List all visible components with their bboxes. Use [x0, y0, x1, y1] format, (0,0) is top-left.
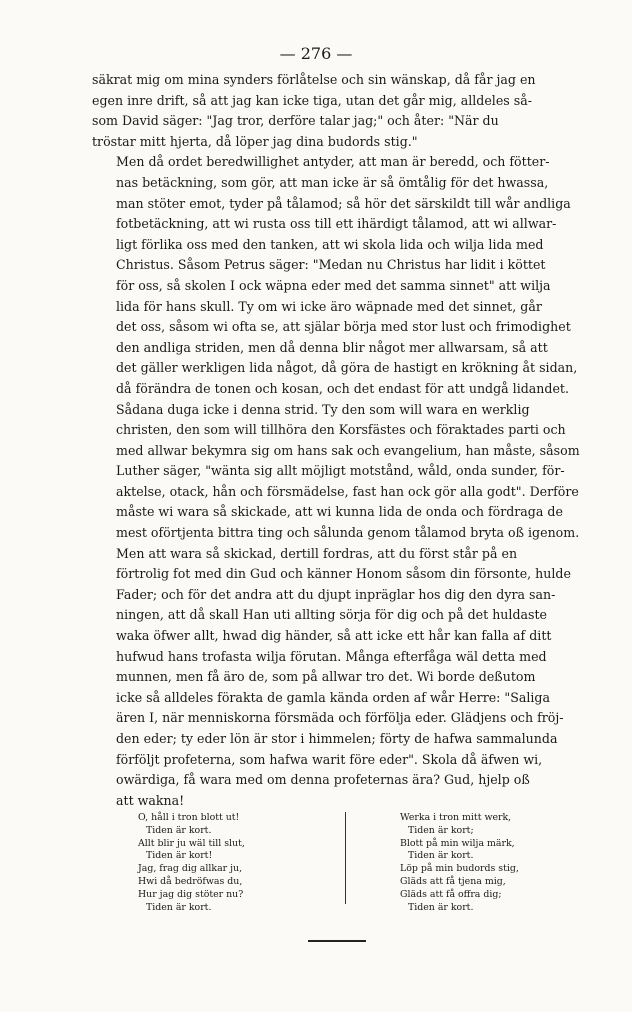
verse-line: Tiden är kort.: [146, 824, 212, 836]
verse-stanza-left: [138, 812, 245, 914]
page-number: — 276 —: [279, 44, 353, 63]
text-line: med allwar bekymra sig om hans sak och evangelium, han måste, såsom: [116, 442, 580, 458]
text-line: mest oförtjenta bittra ting och sålunda genom tålamod bryta oß igenom.: [116, 525, 580, 541]
text-line: Fader; och för det andra att du djupt inpräglar hos dig den dyra san-: [116, 586, 556, 602]
verse-line: Tiden är kort.: [408, 850, 474, 862]
text-line: lida för hans skull. Ty om wi icke äro wäpnade med det sinnet, går: [116, 298, 542, 314]
verse-column-divider: [345, 812, 346, 904]
text-line: den eder; ty eder lön är stor i himmelen; förty de hafwa sammalunda: [116, 731, 558, 746]
verse-line: Tiden är kort.: [408, 901, 474, 913]
text-line: egen inre drift, så att jag kan icke tiga, utan det går mig, alldeles så-: [92, 92, 532, 108]
text-line: man stöter emot, tyder på tålamod; så hör det särskildt till wår andliga: [116, 195, 571, 211]
text-line: förtrolig fot med din Gud och känner Honom såsom din försonte, hulde: [116, 566, 571, 582]
text-line: hufwud hans trofasta wilja förutan. Många efterfåga wäl detta med: [116, 648, 547, 664]
verse-line: Löp på min budords stig,: [400, 863, 519, 875]
text-line: munnen, men få äro de, som på allwar tro det. Wi borde deßutom: [116, 669, 536, 685]
paragraph-1: [92, 70, 598, 152]
closing-rule: [308, 940, 366, 942]
text-line: fotbetäckning, att wi rusta oss till ett ihärdigt tålamod, att wi allwar-: [116, 216, 557, 232]
verse-line: Blott på min wilja märk,: [400, 837, 515, 849]
text-line: nas betäckning, som gör, att man icke är så ömtålig för det hwassa,: [116, 174, 549, 190]
text-line: måste wi wara så skickade, att wi kunna lida de onda och fördraga de: [116, 504, 563, 520]
text-line: Christus. Såsom Petrus säger: "Medan nu Christus har lidit i köttet: [116, 257, 546, 273]
text-line: Sådana duga icke i denna strid. Ty den som will wara en werklig: [116, 401, 530, 417]
verse-line: O, håll i tron blott ut!: [138, 812, 240, 823]
text-line: waka öfwer allt, hwad dig händer, så att icke ett hår kan falla af ditt: [116, 628, 552, 644]
text-line: förföljt profeterna, som hafwa warit före eder". Skola då äfwen wi,: [116, 751, 543, 767]
body-text: [92, 70, 598, 811]
text-line: ligt förlika oss med den tanken, att wi skola lida och wilja lida med: [116, 236, 544, 252]
text-line: christen, den som will tillhöra den Korsfästes och föraktades parti och: [116, 422, 566, 438]
text-line: aktelse, otack, hån och försmädelse, fast han ock gör alla godt". Derföre: [116, 483, 579, 499]
paragraph-3: [92, 544, 598, 812]
verse-line: Tiden är kort.: [146, 901, 212, 913]
verse-line: Hur jag dig stöter nu?: [138, 888, 244, 900]
text-line: ären I, när menniskorna försmäda och förfölja eder. Glädjens och fröj-: [116, 710, 564, 726]
text-line: som David säger: "Jag tror, derföre talar jag;" och åter: "När du: [92, 113, 499, 129]
text-line: icke så alldeles förakta de gamla kända orden af wår Herre: "Saliga: [116, 689, 550, 705]
verse-line: Gläds att få offra dig;: [400, 888, 502, 900]
text-line: ningen, att då skall Han uti allting sörja för dig och på det huldaste: [116, 607, 547, 623]
text-line: tröstar mitt hjerta, då löper jag dina budords stig.": [92, 133, 418, 149]
text-line: owärdiga, få wara med om denna profeternas ära? Gud, hjelp oß: [116, 772, 530, 788]
paragraph-2: [92, 152, 598, 543]
text-line: Men då ordet beredwillighet antyder, att man är beredd, och fötter-: [116, 154, 550, 170]
text-line: Men att wara så skickad, dertill fordras, att du först står på en: [116, 545, 518, 561]
verse-line: Gläds att få tjena mig,: [400, 875, 506, 887]
text-line: det gäller werkligen lida något, då göra de hastigt en krökning åt sidan,: [116, 360, 578, 376]
verse-line: Jag, frag dig allkar ju,: [138, 863, 243, 875]
verse-line: Tiden är kort!: [146, 850, 213, 862]
verse-line: Tiden är kort;: [408, 824, 474, 836]
text-line: det oss, såsom wi ofta se, att själar börja med stor lust och frimodighet: [116, 319, 571, 335]
text-line: säkrat mig om mina synders förlåtelse och sin wänskap, då får jag en: [92, 72, 536, 87]
verse-line: Allt blir ju wäl till slut,: [138, 837, 245, 849]
verse-line: Werka i tron mitt werk,: [400, 812, 512, 823]
text-line: för oss, så skolen I ock wäpna eder med det samma sinnet" att wilja: [116, 277, 551, 293]
verse-stanza-right: [400, 812, 519, 914]
text-line: den andliga striden, men då denna blir något mer allwarsam, så att: [116, 339, 548, 355]
verse-line: Hwi då bedröfwas du,: [138, 875, 243, 887]
text-line: då förändra de tonen och kosan, och det endast för att undgå lidandet.: [116, 380, 569, 396]
text-line: att wakna!: [116, 792, 185, 808]
text-line: Luther säger, "wänta sig allt möjligt motstånd, wåld, onda sunder, för-: [116, 463, 565, 479]
